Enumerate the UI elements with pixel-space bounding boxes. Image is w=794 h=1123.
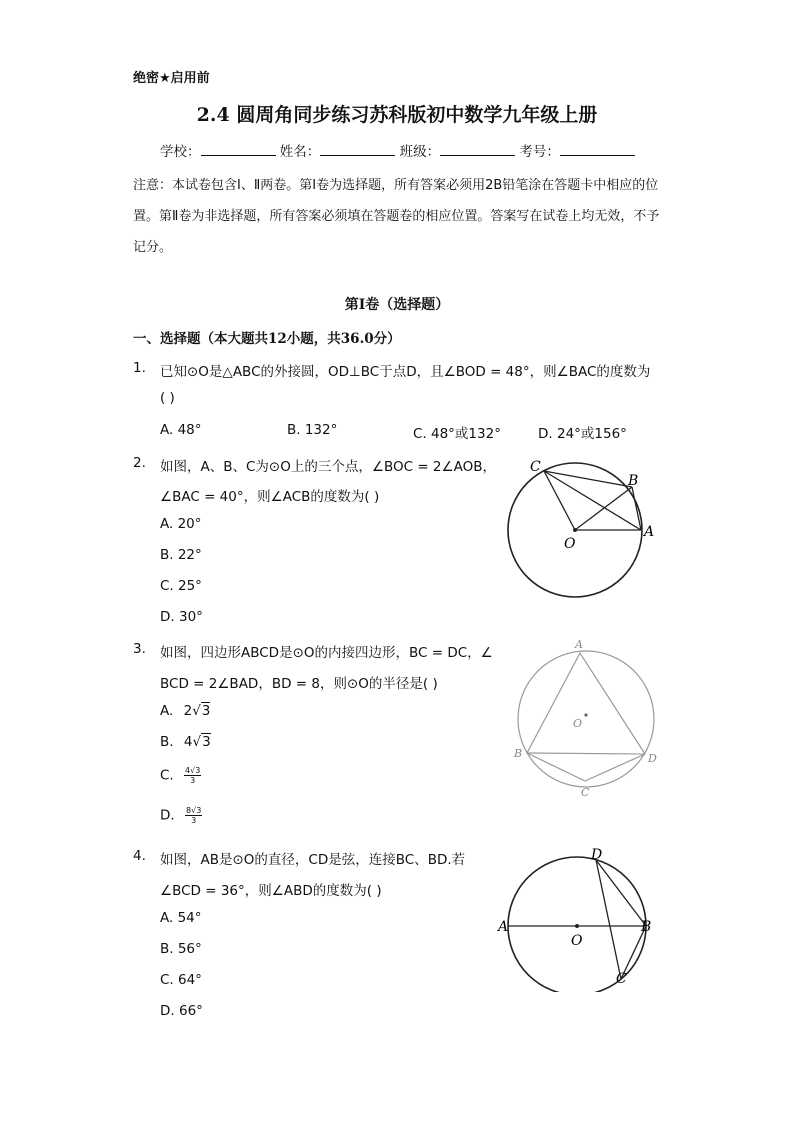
label-a: A	[498, 919, 509, 935]
exam-number-label: 考号：	[519, 144, 560, 160]
question-3-option-c[interactable]: C. $\frac{4√3}{3}$	[160, 766, 201, 785]
question-1-option-b[interactable]: B. 132°	[287, 422, 338, 438]
page-title: 2.4 圆周角同步练习苏科版初中数学九年级上册	[196, 104, 598, 126]
question-4-option-d[interactable]: D. 66°	[160, 1003, 203, 1019]
question-2-text-line2: ∠BAC = 40°，则∠ACB的度数为( )	[160, 489, 380, 505]
label-o: O	[573, 717, 583, 730]
question-3-option-b[interactable]: B. 4√3	[160, 734, 211, 750]
label-a: A	[644, 524, 655, 540]
fraction-d: $\frac{8√3}{3}$	[185, 806, 202, 825]
question-1-option-c[interactable]: C. 48°或132°	[413, 426, 501, 442]
label-b: B	[514, 747, 523, 760]
question-2-option-a[interactable]: A. 20°	[160, 516, 202, 532]
label-c: C	[530, 459, 541, 475]
question-4-text-line2: ∠BCD = 36°，则∠ABD的度数为( )	[160, 883, 382, 899]
label-c: C	[616, 971, 627, 987]
name-label: 姓名：	[279, 144, 321, 160]
question-4-option-c[interactable]: C. 64°	[160, 972, 202, 988]
exam-number-blank[interactable]	[560, 142, 635, 156]
center-point	[575, 924, 579, 928]
question-3-option-d[interactable]: D. $\frac{8√3}{3}$	[160, 806, 202, 825]
label-d: D	[591, 847, 603, 863]
label-a: A	[575, 638, 583, 651]
confidential-mark: 绝密★启用前	[133, 71, 210, 86]
question-3-figure	[505, 633, 675, 803]
name-blank[interactable]	[320, 142, 395, 156]
center-point	[573, 528, 577, 532]
segment-ba	[632, 487, 641, 530]
student-info-row	[160, 140, 635, 160]
question-3-text-line1: 如图，四边形ABCD是⊙O的内接四边形，BC = DC，∠	[160, 645, 493, 661]
class-blank[interactable]	[440, 142, 515, 156]
chord-cd	[596, 860, 621, 979]
label-o: O	[571, 933, 583, 949]
section-title: 一、选择题（本大题共12小题，共36.0分）	[133, 331, 401, 347]
question-4-number: 4.	[133, 848, 146, 864]
question-3-option-a[interactable]: A. 2√3	[160, 703, 211, 719]
question-4-text-line1: 如图，AB是⊙O的直径，CD是弦，连接BC、BD.若	[160, 852, 466, 868]
class-label: 班级：	[399, 144, 441, 160]
question-3-text-line2: BCD = 2∠BAD，BD = 8，则⊙O的半径是( )	[160, 676, 438, 692]
label-b: B	[628, 473, 639, 489]
question-1-number: 1.	[133, 360, 146, 376]
question-4-option-a[interactable]: A. 54°	[160, 910, 202, 926]
question-1-option-a[interactable]: A. 48°	[160, 422, 202, 438]
question-2-text-line1: 如图，A、B、C为⊙O上的三个点，∠BOC = 2∠AOB，	[160, 459, 497, 475]
label-b: B	[641, 919, 652, 935]
question-2-option-c[interactable]: C. 25°	[160, 578, 202, 594]
label-o: O	[564, 536, 576, 552]
quadrilateral-abcd	[527, 653, 645, 781]
exam-notice: 注意：本试卷包含Ⅰ、Ⅱ两卷。第Ⅰ卷为选择题，所有答案必须用2B铅笔涂在答题卡中相应的位置。第Ⅱ卷为非选择题，所有答案必须填在答题卷的相应位置。答案写在试卷上均无效，不予记分。	[133, 178, 660, 255]
question-3-number: 3.	[133, 641, 146, 657]
question-2-figure	[500, 455, 670, 605]
question-1-option-d[interactable]: D. 24°或156°	[538, 426, 627, 442]
school-blank[interactable]	[201, 142, 276, 156]
label-c: C	[581, 786, 590, 799]
part-one-title: 第Ⅰ卷（选择题）	[344, 297, 450, 313]
question-2-option-b[interactable]: B. 22°	[160, 547, 202, 563]
question-4-figure	[495, 842, 665, 992]
label-d: D	[648, 752, 657, 765]
question-1-text-line2: ( )	[160, 390, 175, 406]
diagonal-bd	[527, 753, 645, 754]
circle-o	[518, 651, 654, 787]
fraction-c: $\frac{4√3}{3}$	[185, 766, 201, 785]
question-1-text-line1: 已知⊙O是△ABC的外接圆，OD⊥BC于点D，且∠BOD = 48°，则∠BAC的度数为	[160, 364, 651, 380]
question-2-number: 2.	[133, 455, 146, 471]
school-label: 学校：	[160, 144, 201, 160]
segment-ob	[575, 487, 632, 530]
question-4-option-b[interactable]: B. 56°	[160, 941, 202, 957]
question-2-option-d[interactable]: D. 30°	[160, 609, 203, 625]
center-point	[584, 713, 587, 716]
